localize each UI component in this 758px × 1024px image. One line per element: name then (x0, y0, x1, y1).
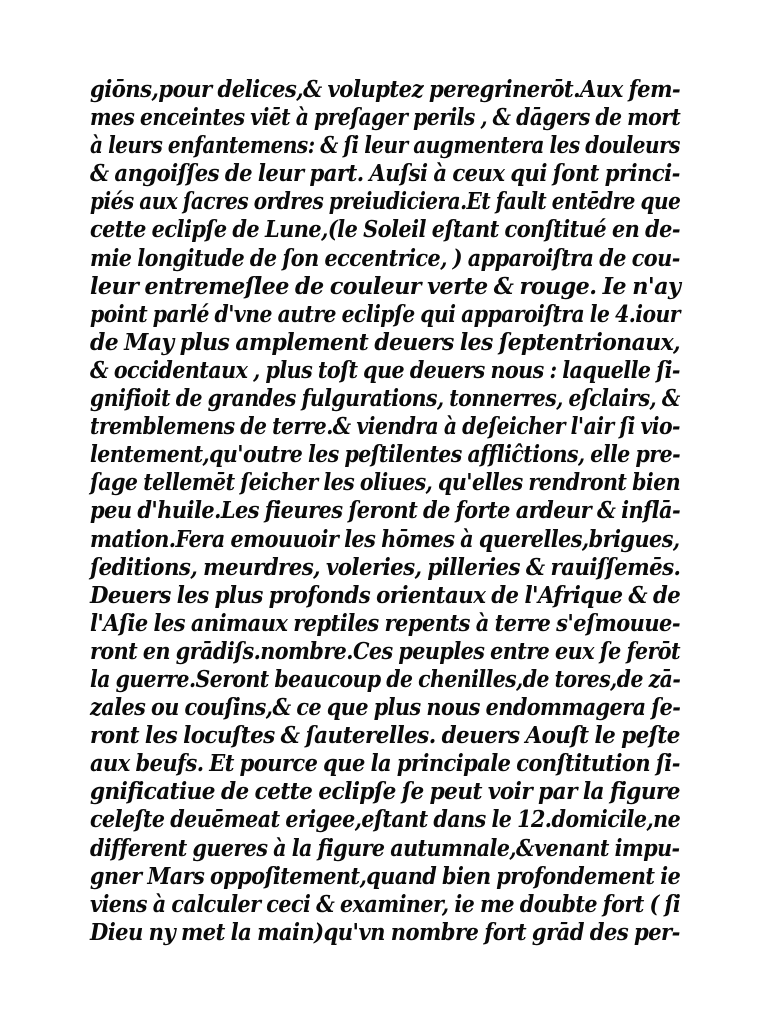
text-line: la guerre.Seront beaucoup de chenilles,de tores,de zā- (90, 665, 681, 693)
text-line: celeſte deuēmeat erigee,eſtant dans le 12.domicile,ne (90, 806, 681, 834)
body-text (90, 76, 680, 947)
text-line: point parlé d'vne autre eclipſe qui apparoiſtra le 4.iour (90, 300, 680, 328)
text-line: viens à calculer ceci & examiner, ie me doubte fort ( ſi (90, 890, 681, 918)
text-line: de May plus amplement deuers les ſeptentrionaux, (90, 328, 681, 356)
text-line: mes enceintes viēt à preſager perils , & dāgers de mort (90, 104, 681, 132)
text-line: aux beufs. Et pource que la principale conſtitution ſi- (90, 750, 680, 778)
text-line: & occidentaux , plus toſt que deuers nous : laquelle ſi- (90, 356, 680, 384)
text-line: mie longitude de ſon eccentrice, ) apparoiſtra de cou- (90, 244, 680, 272)
text-line: ront les locuſtes & ſauterelles. deuers Aouſt le peſte (90, 722, 680, 750)
text-line: mation.Fera emouuoir les hōmes à querelles,brigues, (90, 525, 680, 553)
text-line: peu d'huile.Les fieures ſeront de forte ardeur & inflā- (90, 497, 681, 525)
text-line: & angoiſſes de leur part. Auſsi à ceux qui ſont princi- (90, 160, 680, 188)
text-line: tremblemens de terre.& viendra à deſeicher l'air ſi vio- (90, 413, 680, 441)
text-line: gnificatiue de cette eclipſe ſe peut voir par la figure (90, 778, 680, 806)
text-line: Deuers les plus profonds orientaux de l'Afrique & de (90, 581, 681, 609)
text-line: ront en grādiſs.nombre.Ces peuples entre eux ſe ferōt (90, 637, 681, 665)
text-line: Dieu ny met la main)qu'vn nombre fort grād des per- (90, 918, 680, 946)
text-line: gnifioit de grandes fulgurations, tonnerres, eſclairs, & (90, 385, 680, 413)
text-line: zales ou couſins,& ce que plus nous endommagera ſe- (90, 694, 681, 722)
text-line: à leurs enfantemens: & ſi leur augmentera les douleurs (90, 132, 680, 160)
text-line: lentement,qu'outre les peſtilentes affliĉtions, elle pre- (90, 441, 681, 469)
text-line: gner Mars oppoſitement,quand bien profondement ie (90, 862, 681, 890)
text-line: different gueres à la figure autumnale,&venant impu- (90, 834, 680, 862)
text-line: ſeditions, meurdres, voleries, pilleries & rauiſſemēs. (90, 553, 681, 581)
text-line: leur entremeſlee de couleur verte & rouge. Ie n'ay (90, 272, 681, 300)
text-line: cette eclipſe de Lune,(le Soleil eſtant conſtitué en de- (90, 216, 681, 244)
text-line: ſage tellemēt ſeicher les oliues, qu'elles rendront bien (90, 469, 681, 497)
text-line: l'Aſie les animaux reptiles repents à terre s'eſmouue- (90, 609, 681, 637)
text-line: piés aux ſacres ordres preiudiciera.Et fault entēdre que (90, 188, 681, 216)
text-line: giōns,pour delices,& voluptez peregrinerōt.Aux fem- (90, 76, 681, 103)
